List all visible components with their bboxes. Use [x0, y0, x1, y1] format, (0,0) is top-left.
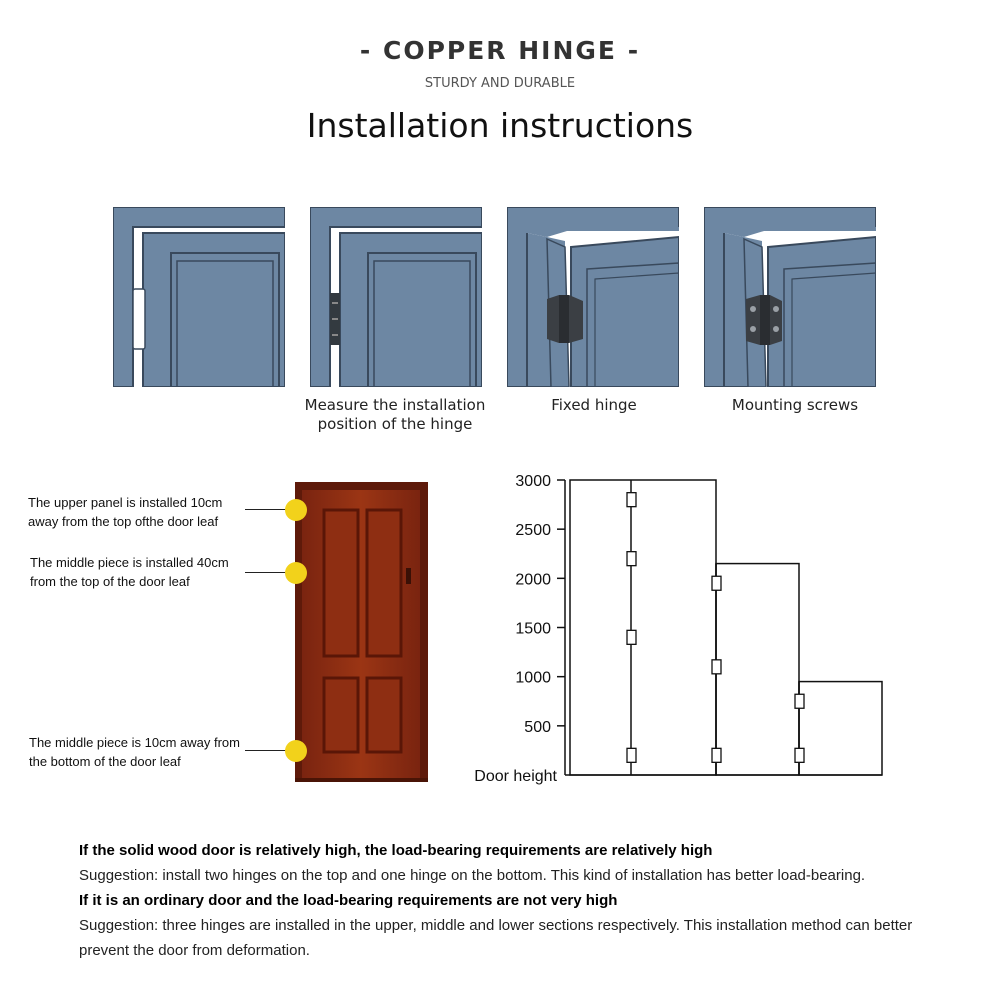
door-2-hinge-2	[712, 660, 721, 674]
door-label-middle	[30, 553, 275, 591]
door-label-middle-line-1: The middle piece is installed 40cm	[30, 555, 229, 570]
door-2-hinge-3	[712, 748, 721, 762]
door-outline-1	[570, 480, 716, 775]
note-1: If the solid wood door is relatively high, the load-bearing requirements are relatively high	[79, 842, 713, 859]
door-label-top-line-2: away from the top ofthe door leaf	[28, 514, 219, 529]
door-1-hinge-3	[627, 630, 636, 644]
step-2-caption-line-1: Measure the installation	[304, 396, 486, 414]
door-height-chart	[455, 465, 895, 790]
step-2-caption	[295, 396, 495, 434]
y-tick-label-2000: 2000	[515, 571, 551, 589]
y-tick-label-1500: 1500	[515, 620, 551, 638]
y-axis-title: Door height	[474, 768, 557, 785]
step-1-door-frame-image	[113, 207, 285, 387]
door-1-hinge-2	[627, 552, 636, 566]
y-tick-label-1000: 1000	[515, 669, 551, 687]
hinge-marker-bottom	[285, 740, 307, 762]
step-2-caption-line-2: position of the hinge	[317, 415, 473, 433]
step-2-measure-image	[310, 207, 482, 387]
door-2-hinge-1	[712, 576, 721, 590]
step-4-mounting-screws-image	[704, 207, 876, 387]
y-tick-label-500: 500	[524, 718, 551, 736]
step-3-caption: Fixed hinge	[551, 396, 637, 414]
door-label-bottom	[29, 733, 274, 771]
note-3: If it is an ordinary door and the load-bearing requirements are not very high	[79, 892, 618, 909]
door-label-top	[28, 493, 273, 531]
note-2: Suggestion: install two hinges on the top and one hinge on the bottom. This kind of installation has better load-bearing.	[79, 867, 866, 884]
door-label-bottom-line-2: the bottom of the door leaf	[29, 754, 181, 769]
step-4-caption: Mounting screws	[731, 396, 859, 414]
header-title: - COPPER HINGE -	[359, 36, 641, 65]
door-label-middle-line-2: from the top of the door leaf	[30, 574, 190, 589]
y-tick-label-3000: 3000	[515, 473, 551, 490]
door-1-hinge-4	[627, 748, 636, 762]
door-label-top-line-1: The upper panel is installed 10cm	[28, 495, 223, 510]
note-4: Suggestion: three hinges are installed in the upper, middle and lower sections respectively. This installation method can better prevent the door from deformation.	[79, 917, 913, 959]
door-3-hinge-2	[795, 748, 804, 762]
y-tick-label-2500: 2500	[515, 522, 551, 540]
notes-section	[79, 838, 939, 963]
door-3-hinge-1	[795, 694, 804, 708]
header-subtitle: STURDY AND DURABLE	[424, 76, 576, 91]
door-outline-3	[799, 682, 882, 775]
step-3-fixed-hinge-image	[507, 207, 679, 387]
main-title: Installation instructions	[306, 106, 694, 145]
door-1-hinge-1	[627, 493, 636, 507]
door-label-bottom-line-1: The middle piece is 10cm away from	[29, 735, 240, 750]
hinge-marker-middle	[285, 562, 307, 584]
door-outline-2	[716, 564, 799, 775]
hinge-marker-top	[285, 499, 307, 521]
